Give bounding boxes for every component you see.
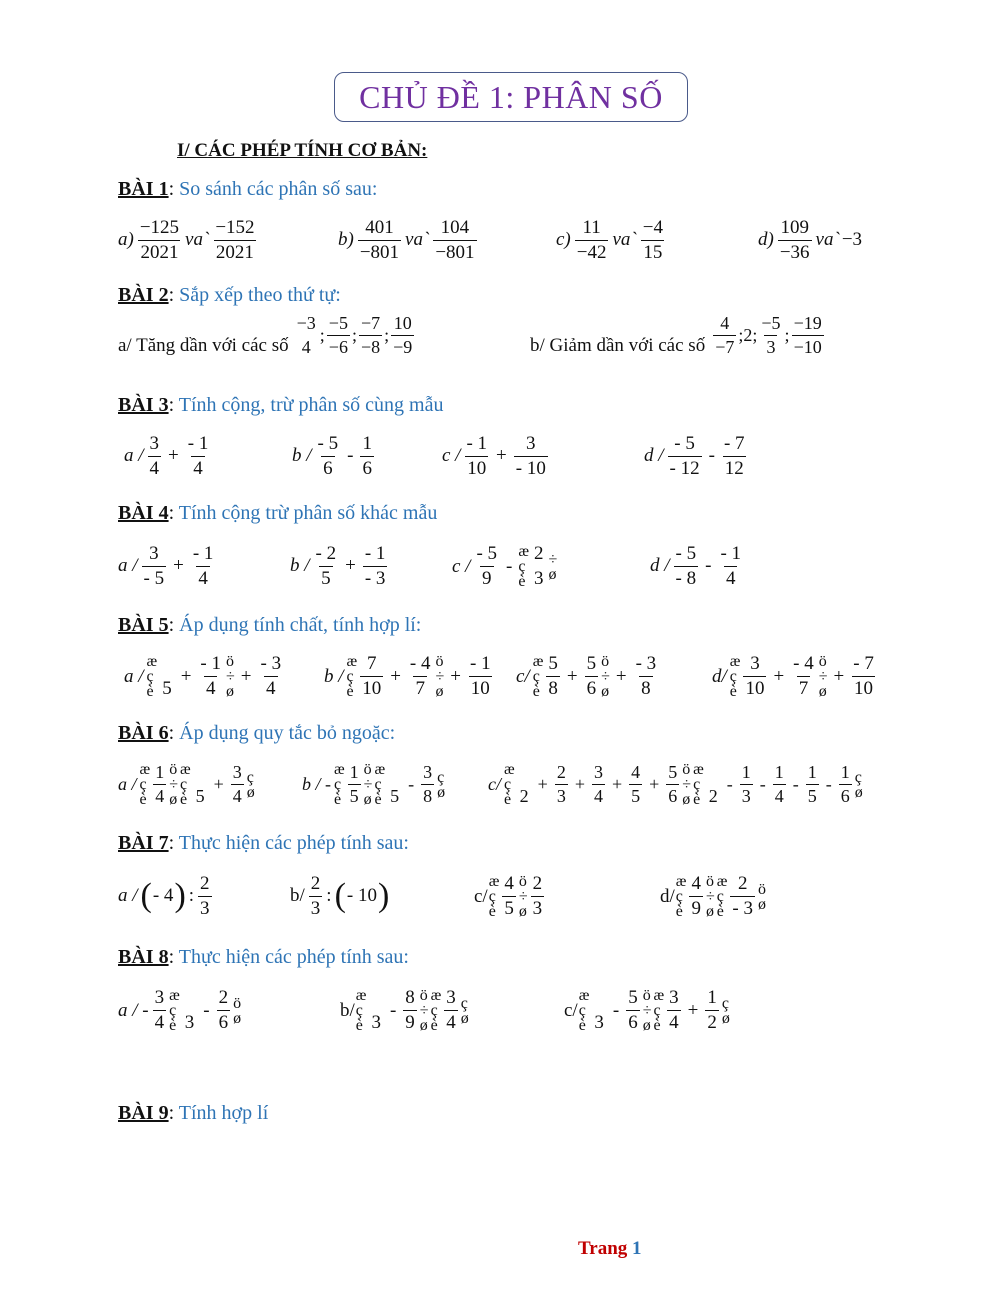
b8-b: b/ æ ç è 3 - $\frac{8}{9}$ ö ÷ ø æ ç è $\frac{3}{4}$ ç ø (340, 987, 469, 1035)
paren-glyph-left: æ ç è (169, 987, 180, 1035)
bai-text: Áp dụng quy tắc bỏ ngoặc: (179, 722, 396, 744)
fraction: $\frac{3}{4}$ (446, 987, 456, 1034)
fraction: 2 (708, 786, 718, 807)
fraction: $\frac{- 3}{4}$ (260, 653, 282, 700)
b6-b: b / - æ ç è $\frac{1}{5}$ ö ÷ ø æ ç è 5 - $\frac{3}{8}$ ç ø (302, 761, 446, 809)
fraction: $\frac{- 1}{4}$ (200, 653, 221, 700)
b3-c: c / $\frac{- 1}{10}$ + $\frac{3}{- 10}$ (442, 433, 546, 479)
bai-label: BÀI 7 (118, 832, 169, 854)
bai-label: BÀI 9 (118, 1102, 169, 1124)
fraction: $\frac{- 1}{4}$ (187, 433, 209, 479)
section-heading: I/ CÁC PHÉP TÍNH CƠ BẢN: (177, 140, 428, 161)
paren-glyph-right: ö ÷ ø (682, 761, 692, 809)
paren-glyph-right: ö ÷ ø (226, 653, 235, 701)
fraction: $\frac{- 5}{- 8}$ (675, 543, 697, 589)
b1-d-prefix: d) (758, 229, 774, 251)
fraction: $\frac{1}{2}$ (707, 987, 717, 1034)
page-title: CHỦ ĐỀ 1: PHÂN SỐ (334, 72, 688, 122)
paren-glyph-left: æ ç è (355, 987, 367, 1035)
fraction: 3 (184, 1012, 195, 1034)
paren-glyph-left: æ ç è (146, 653, 158, 701)
fraction: $\frac{-5}{-6}$ (328, 313, 348, 357)
paren-glyph-right: ö ÷ ø (705, 873, 715, 921)
bai-text: Tính cộng trừ phân số khác mẫu (178, 502, 438, 524)
b6-c: c/ æ ç è 2 + $\frac{2}{3}$ + $\frac{3}{4}$ + $\frac{4}{5}$ + $\frac{5}{6}$ ö ÷ ø æ ç è 2 - $\frac{1}{3}$ - $\frac{1}{4}$ - $\frac{1}{5}$ - $\frac{1}{6}$ ç ø (488, 761, 863, 809)
fraction: $\frac{5}{6}$ (586, 653, 597, 700)
bai-1-heading: BÀI 1: So sánh các phân số sau: (118, 178, 378, 200)
fraction: 5 (390, 786, 400, 807)
b5-d: d/ æ ç è $\frac{3}{10}$ + $\frac{- 4}{7}$ ö ÷ ø + $\frac{- 7}{10}$ (712, 653, 874, 701)
fraction: $\frac{3}{4}$ (593, 762, 603, 807)
b1-d (758, 218, 862, 263)
fraction: $\frac{1}{5}$ (349, 762, 359, 807)
fraction: $\frac{3}{4}$ (669, 987, 679, 1034)
fraction: $\frac{104}{-801}$ (435, 217, 475, 263)
fraction: $\frac{-152}{2021}$ (215, 217, 255, 263)
fraction: 3 (371, 1012, 381, 1034)
fraction: $\frac{-125}{2021}$ (139, 217, 180, 263)
paren-glyph-left: æ ç è (488, 873, 500, 921)
fraction: $\frac{2}{3}$ (532, 873, 543, 920)
fraction: $\frac{-7}{-8}$ (360, 313, 381, 357)
paren-glyph-left: æ ç è (430, 987, 442, 1035)
fraction: $\frac{3}{4}$ (232, 762, 242, 807)
fraction: $\frac{3}{4}$ (154, 987, 165, 1034)
value: −3 (841, 229, 863, 251)
fraction: $\frac{2}{3}$ (200, 873, 210, 919)
paren-glyph-right: ö ÷ ø (642, 987, 652, 1035)
fraction: $\frac{11}{-42}$ (576, 217, 607, 263)
b1-a (118, 218, 259, 263)
paren-glyph-left: æ ç è (578, 987, 590, 1035)
fraction: $\frac{1}{5}$ (807, 762, 817, 807)
paren-glyph-left: æ ç è (346, 653, 358, 701)
page-number: 1 (632, 1238, 642, 1259)
fraction: $\frac{2}{3}$ (556, 762, 566, 807)
b5-c: c/ æ ç è $\frac{5}{8}$ + $\frac{5}{6}$ ö ÷ ø + $\frac{- 3}{8}$ (516, 653, 657, 701)
fraction: $\frac{- 1}{10}$ (470, 653, 491, 700)
b4-b: b / $\frac{- 2}{5}$ + $\frac{- 1}{- 3}$ (290, 543, 386, 589)
b7-c: c/ æ ç è $\frac{4}{5}$ ö ÷ ø $\frac{2}{3}$ (474, 873, 543, 921)
fraction: 2 3 (534, 543, 544, 590)
paren-glyph-right: ç ø (854, 768, 863, 801)
b7-b: b/ $\frac{2}{3}$ : ( - 10 ) (290, 873, 390, 919)
paren-glyph-left: æ ç è (504, 761, 515, 809)
fraction: $\frac{- 7}{10}$ (853, 653, 874, 700)
b3-a: a / $\frac{3}{4}$ + $\frac{- 1}{4}$ (124, 433, 209, 479)
bai-text: Tính hợp lí (178, 1102, 269, 1124)
b7-d: d/ æ ç è $\frac{4}{9}$ ö ÷ ø æ ç è $\frac{2}{- 3}$ ö ø (660, 873, 766, 921)
fraction: $\frac{109}{-36}$ (779, 217, 810, 263)
bai-8-heading: BÀI 8: Thực hiện các phép tính sau: (118, 946, 409, 968)
fraction: $\frac{3}{- 5}$ (143, 543, 165, 589)
bai-9-heading: BÀI 9: Tính hợp lí (118, 1102, 269, 1124)
fraction: $\frac{-4}{15}$ (642, 217, 663, 263)
bai-text: Tính cộng, trừ phân số cùng mẫu (178, 394, 444, 416)
paren-glyph-right: ö ÷ ø (435, 653, 445, 701)
b6-a: a / æ ç è $\frac{1}{4}$ ö ÷ ø æ ç è 5 + $\frac{3}{4}$ ç ø (118, 761, 255, 809)
b1-b (338, 218, 479, 263)
paren-glyph-left: æ ç è (653, 987, 665, 1035)
paren-glyph-left: æ ç è (675, 873, 687, 921)
b1-a-prefix: a) (118, 229, 134, 251)
bai-4-heading: BÀI 4: Tính cộng trừ phân số khác mẫu (118, 502, 438, 524)
fraction: $\frac{5}{6}$ (668, 762, 678, 807)
fraction: $\frac{4}{5}$ (631, 762, 641, 807)
fraction: $\frac{7}{10}$ (362, 653, 382, 700)
b8-a: a / - $\frac{3}{4}$ æ ç è 3 - $\frac{2}{6}$ ö ø (118, 987, 242, 1035)
b2-b-text: b/ Giảm dần với các số (530, 334, 706, 356)
fraction: $\frac{2}{- 3}$ (732, 873, 753, 920)
fraction: $\frac{2}{6}$ (218, 987, 229, 1034)
fraction: $\frac{- 1}{4}$ (192, 543, 214, 589)
paren-glyph-right: ÷ ø (548, 550, 558, 583)
bai-label: BÀI 3 (118, 394, 169, 416)
fraction: $\frac{- 4}{7}$ (409, 653, 431, 700)
fraction: $\frac{- 7}{12}$ (723, 433, 745, 479)
bai-label: BÀI 4 (118, 502, 169, 524)
bai-3-heading: BÀI 3: Tính cộng, trừ phân số cùng mẫu (118, 394, 444, 416)
fraction: $\frac{1}{6}$ (840, 762, 850, 807)
fraction: 2 (519, 786, 529, 807)
bai-label: BÀI 5 (118, 614, 169, 636)
b2-a-text: a/ Tăng dần với các số (118, 334, 289, 356)
bai-text: So sánh các phân số sau: (179, 178, 378, 200)
b3-d: d / $\frac{- 5}{- 12}$ - $\frac{- 7}{12}$ (644, 433, 745, 479)
b5-a: a / æ ç è 5 + $\frac{- 1}{4}$ ö ÷ ø + $\frac{- 3}{4}$ (124, 653, 282, 701)
fraction: $\frac{-5}{3}$ (761, 313, 781, 357)
fraction: $\frac{1}{4}$ (155, 762, 165, 807)
b2-b: b/ Giảm dần với các số $\frac{4}{-7}$ ; 2 ; $\frac{-5}{3}$ ; $\frac{-19}{-10}$ (530, 313, 822, 357)
fraction: $\frac{1}{3}$ (741, 762, 751, 807)
paren-glyph-right: ç ø (246, 768, 255, 801)
fraction: 5 (162, 678, 172, 700)
paren-glyph-right: ç ø (437, 768, 446, 801)
bai-6-heading: BÀI 6: Áp dụng quy tắc bỏ ngoặc: (118, 722, 396, 744)
fraction: $\frac{- 1}{- 3}$ (364, 543, 386, 589)
word-va: va` (612, 229, 637, 251)
paren-glyph-right: ö ÷ ø (363, 761, 373, 809)
fraction: $\frac{- 5}{6}$ (317, 433, 339, 479)
paren-glyph-right: ö ÷ ø (818, 653, 828, 701)
bai-text: Áp dụng tính chất, tính hợp lí: (179, 614, 422, 636)
fraction: 5 (195, 786, 205, 807)
b1-c-prefix: c) (556, 229, 571, 251)
fraction: $\frac{- 4}{7}$ (793, 653, 814, 700)
paren-glyph-right: ö ø (233, 994, 242, 1027)
paren-glyph-left: æ ç è (693, 761, 704, 809)
b2-a: a/ Tăng dần với các số −3 4 ; $\frac{-5}{-6}$ ; $\frac{-7}{-8}$ ; $\frac{10}{-9}$ (118, 313, 413, 357)
bai-5-heading: BÀI 5: Áp dụng tính chất, tính hợp lí: (118, 614, 422, 636)
word-va: va` (185, 229, 210, 251)
paren-glyph-right: ö ÷ ø (169, 761, 178, 809)
fraction: $\frac{- 2}{5}$ (315, 543, 337, 589)
fraction: $\frac{- 5}{- 12}$ (669, 433, 700, 479)
fraction: $\frac{2}{3}$ (310, 873, 321, 919)
fraction: $\frac{-19}{-10}$ (793, 313, 822, 357)
fraction: −3 4 (296, 313, 316, 357)
b1-c (556, 218, 667, 263)
fraction: $\frac{- 3}{8}$ (635, 653, 657, 700)
paren-glyph-right: ö ø (757, 880, 766, 913)
bai-label: BÀI 2 (118, 284, 169, 306)
paren-glyph-right: ö ÷ ø (601, 653, 610, 701)
b7-a: a / ( - 4 ) : $\frac{2}{3}$ (118, 873, 210, 919)
fraction: $\frac{10}{-9}$ (393, 313, 413, 357)
fraction: $\frac{1}{4}$ (774, 762, 784, 807)
page-footer (578, 1238, 642, 1260)
b3-b: b / $\frac{- 5}{6}$ - $\frac{1}{6}$ (292, 433, 372, 479)
fraction: $\frac{3}{- 10}$ (515, 433, 546, 479)
fraction: $\frac{401}{-801}$ (359, 217, 400, 263)
b4-a: a / $\frac{3}{- 5}$ + $\frac{- 1}{4}$ (118, 543, 214, 589)
fraction: $\frac{3}{8}$ (423, 762, 433, 807)
b5-b: b / æ ç è $\frac{7}{10}$ + $\frac{- 4}{7}$ ö ÷ ø + $\frac{- 1}{10}$ (324, 653, 491, 701)
footer-word: Trang (578, 1238, 628, 1259)
bai-label: BÀI 1 (118, 178, 169, 200)
word-va: va` (405, 229, 430, 251)
fraction: $\frac{3}{4}$ (149, 433, 160, 479)
bai-text: Sắp xếp theo thứ tự: (179, 284, 341, 306)
b8-c: c/ æ ç è 3 - $\frac{5}{6}$ ö ÷ ø æ ç è $\frac{3}{4}$ + $\frac{1}{2}$ ç ø (564, 987, 730, 1035)
bai-2-heading: BÀI 2: Sắp xếp theo thứ tự: (118, 284, 341, 306)
fraction: 3 (594, 1012, 604, 1034)
b4-d: d / $\frac{- 5}{- 8}$ - $\frac{- 1}{4}$ (650, 543, 742, 589)
word-va: va` (815, 229, 840, 251)
bai-label: BÀI 6 (118, 722, 169, 744)
bai-text: Thực hiện các phép tính sau: (178, 946, 409, 968)
paren-glyph-right: ç ø (460, 994, 469, 1027)
fraction: $\frac{8}{9}$ (405, 987, 415, 1034)
paren-glyph-right: ö ÷ ø (518, 873, 528, 921)
paren-glyph-left: æ ç è (179, 761, 191, 809)
bai-label: BÀI 8 (118, 946, 169, 968)
paren-glyph-left: æ ç è (518, 543, 530, 591)
paren-glyph-right: ç ø (721, 994, 730, 1027)
fraction: $\frac{3}{10}$ (745, 653, 765, 700)
fraction: $\frac{- 1}{10}$ (466, 433, 488, 479)
fraction: $\frac{4}{5}$ (504, 873, 514, 920)
fraction: $\frac{5}{8}$ (548, 653, 558, 700)
fraction: $\frac{4}{-7}$ (715, 313, 735, 357)
b4-c: c / $\frac{- 5}{9}$ - æ ç è 2 3 ÷ ø (452, 543, 558, 591)
bai-7-heading: BÀI 7: Thực hiện các phép tính sau: (118, 832, 409, 854)
paren-glyph-left: æ ç è (716, 873, 728, 921)
integer: 2 (743, 324, 753, 345)
fraction: $\frac{- 1}{4}$ (720, 543, 742, 589)
paren-glyph-left: æ ç è (139, 761, 151, 809)
b1-b-prefix: b) (338, 229, 354, 251)
paren-glyph-left: æ ç è (729, 653, 741, 701)
paren-glyph-left: æ ç è (532, 653, 544, 701)
fraction: $\frac{- 5}{9}$ (476, 543, 498, 590)
fraction: $\frac{4}{9}$ (691, 873, 701, 920)
paren-glyph-right: ö ÷ ø (419, 987, 429, 1035)
bai-text: Thực hiện các phép tính sau: (178, 832, 409, 854)
fraction: $\frac{5}{6}$ (628, 987, 638, 1034)
paren-glyph-left: æ ç è (374, 761, 386, 809)
fraction: $\frac{1}{6}$ (362, 433, 372, 479)
paren-glyph-left: æ ç è (334, 761, 345, 809)
